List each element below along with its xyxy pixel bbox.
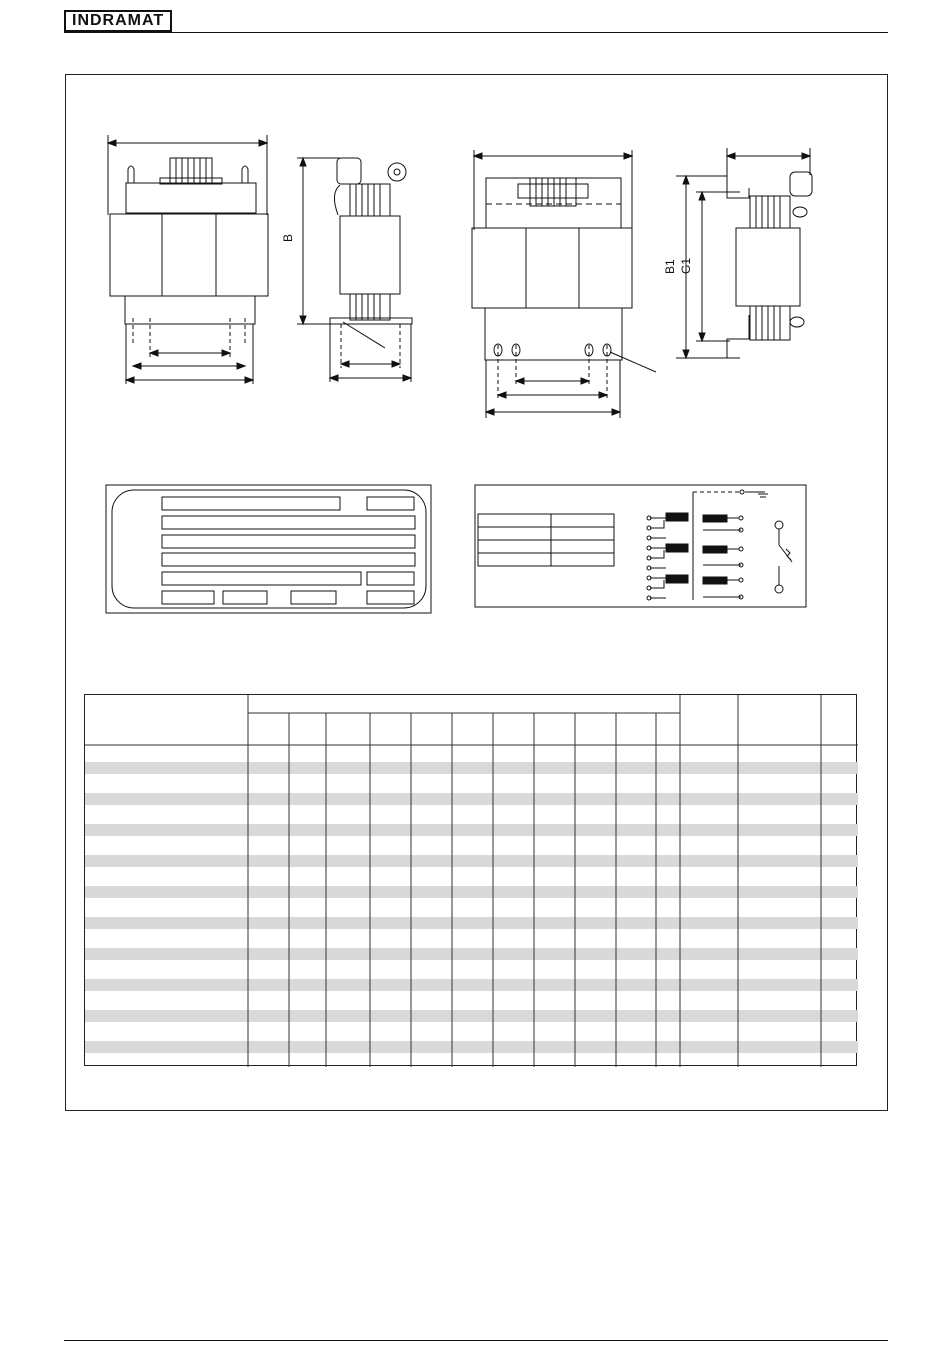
- data-table: [85, 695, 858, 1067]
- side-view-drawing: [297, 158, 412, 382]
- connection-diagram-drawing: [475, 485, 806, 607]
- front-view-drawing: [108, 135, 268, 384]
- dimension-label-b: B: [281, 233, 295, 242]
- footer-rule: [64, 1340, 888, 1341]
- large-front-view-drawing: [472, 150, 656, 418]
- dimension-label-b1: B1: [663, 259, 677, 274]
- data-table-wrapper: [84, 694, 857, 1066]
- rating-plate-drawing: [106, 485, 431, 613]
- logo-text: INDRAMAT: [64, 10, 172, 32]
- dimension-label-g1: G1: [679, 257, 693, 274]
- large-side-view-drawing: [676, 148, 812, 358]
